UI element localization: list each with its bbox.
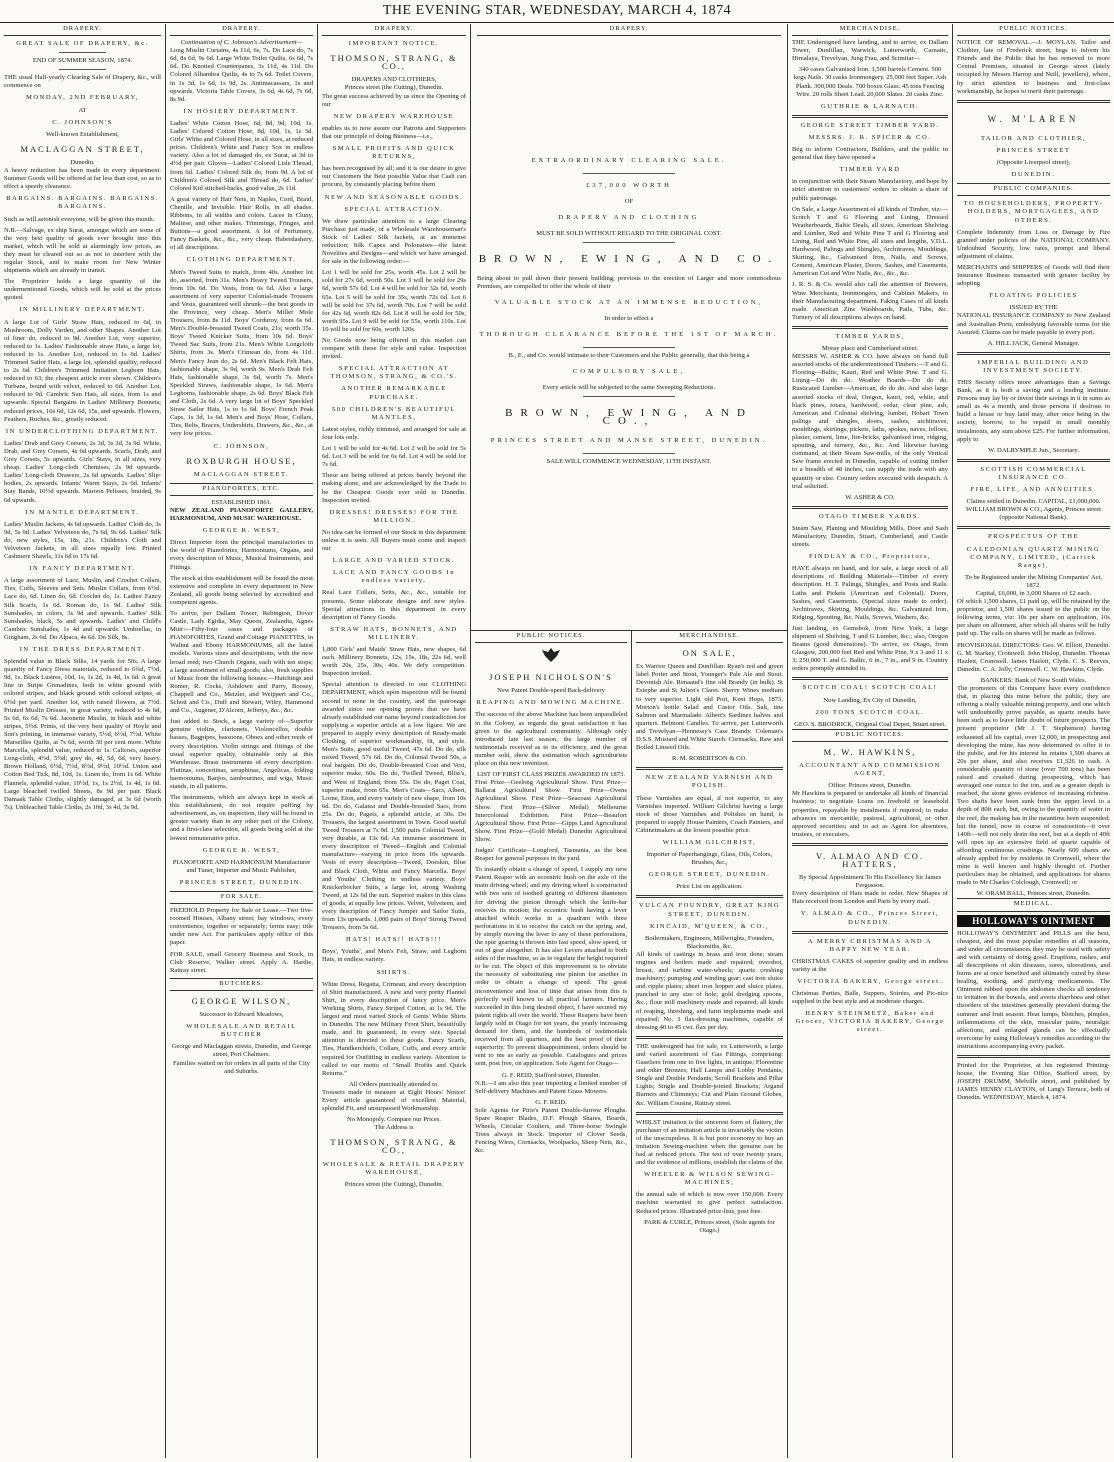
ad-line: Princes street (the Cutting), Dunedin. bbox=[344, 1180, 444, 1188]
ad-name: GUTHRIE & LARNACH. bbox=[821, 102, 919, 110]
ad-text: Sole Agents for Pirie's Patent Double-furrow Ploughs. Spare Reaper Blades, D.F. Plough Shares, Boards, Wheels, Circular Coulters, and Three-horse Swingle Trees always in Stock. Importer of Clover Seeds, Fencing Wires, Cornsacks, Woolpacks, Sheep Nets, &c., &c. bbox=[475, 1106, 627, 1155]
ad-text: HAVE always on hand, and for sale, a large stock of all descriptions of Building Materials—Timber of every description. H. T. Palings, Shingles, and Posts and Rails. Laths and Pickets (American and Colonial). Doors, Sashes, and Casements. (Special sizes made to order). Architraves, Skirting, Mouldings, &c. Galvanized Iron, Ridging, Spouting, &c. Nails, Screws, Washers, &c. bbox=[792, 565, 948, 621]
sale-heading: EXTRAORDINARY CLEARING SALE. bbox=[531, 157, 727, 164]
ad-text: Direct Importer from the principal manufactories in the world of Pianofortes, Harmoniums, Organs, and every description of Music, Musical Instruments, and Fittings. bbox=[170, 539, 313, 571]
ad-line: Moray place and Cumberland street. bbox=[821, 345, 919, 352]
divider bbox=[636, 1036, 783, 1039]
brown-ewing-clearing-sale bbox=[471, 24, 788, 630]
column-public-notices bbox=[953, 24, 1114, 1458]
ad-text: Boys', Youths', and Men's Felt, Straw, and Leghorn Hats, in endless variety. bbox=[322, 948, 466, 964]
ad-merchant: C. JOHNSON'S bbox=[52, 118, 113, 126]
ad-name: W. ASHER & CO. bbox=[845, 493, 895, 501]
ad-title: A MERRY CHRISTMAS AND A HAPPY NEW YEAR. bbox=[807, 937, 933, 953]
ad-line: SMALL PROFITS AND QUICK RETURNS, bbox=[332, 145, 456, 161]
ad-name: FINDLAY & CO., Proprietors, bbox=[808, 553, 932, 561]
section-text: Men's Tweed Suits to match, from 40s. Another lot do, assorted, from 31s. Men's Heavy Tweed Trousers, from 10s 6d. Do Vests, from 6s 6d. Also a large assortment of very superior Colonial-made Trousers and Vests, guaranteed well shrunk—the best goods in the Province, very cheap. Men's Miller Mole Trousers, from 8s 11d. Boys' Corduroy, from 6s 6d. Men's Double-breasted Tweed Coats, 21s; worth 35s. Boys' Tweed Knicker Suits, from 10s 6d. Boys' Tweed Sac Suits, from 21s. Men's White Longcloth Shirts, from 3s. Men's Crimean do, from 4s 11d. Men's Fancy Jean do, 2s 6d. Men's Black Felt Hats, fashionable shape, 3s 9d, worth 9s. Men's Drab Felt Hats, fashionable shape, 3s 6d, worth 7s. Men's Speckled Straws, fashionable shape, 1s 6d. Men's Leghorns, fashionable shape, 2s 6d. Boys' Black Felt and Cloth, 2s 6d. A very large lot of Boys' Speckled Straw Sailor Hats, 1s to 1s 6d. Boys' French Peak Caps, 1s 3d, 1s 6d. Men's and Boys' Hose, Collars, Ties, Belts, Braces, Undershirts, Drawers, &c., &c., at very low prices. bbox=[170, 268, 313, 438]
column-reaper bbox=[471, 630, 632, 1458]
ad-name: VICTORIA BAKERY, George street. bbox=[797, 978, 943, 985]
ad-line: DRAPERS AND CLOTHIERS, bbox=[351, 76, 437, 84]
ad-line: VALUABLE STOCK AT AN IMMENSE REDUCTION, bbox=[494, 299, 764, 306]
ad-text: No idea can be formed of our Stock in this department unless it is seen. All Buyers must come and inspect our bbox=[322, 528, 466, 553]
ad-text: Mr Hawkins is prepared to undertake all kinds of financial business; to negotiate Loans on freehold or leasehold properties, repayable by instalments if required; to make advances on mercantile, pastoral, agricultural, or other approved securities; and to act as Agent for absentees, trustees, or executors. bbox=[792, 790, 948, 838]
ad-text: FREEHOLD Property for Sale or Lease.—Two five-roomed Houses, Albany street; bay windows, every convenience, together or separately; terms easy; title under new Act. For particulars apply office of this paper. bbox=[170, 907, 313, 947]
ad-text: THIS Society offers more advantages than a Savings Bank, as it is both a saving and a lending institute. Persons may lay by or invest their savings in it in sums as small as 4s a month, and those persons if desirous to build a house or buy land may, after once being in the society, borrow, to be repaid in small monthly instalments, any sum above £25. For further information, apply to bbox=[957, 379, 1110, 443]
ad-line: G. F. REID. bbox=[535, 1098, 567, 1106]
ad-text: Real Lace Collars, Setts, &c., &c., suitable for presents. Some elaborate designs and new styles. Special attractions in this department in every description of Fancy Goods. bbox=[322, 589, 466, 621]
ad-line: REAPING AND MOWING MACHINE. bbox=[476, 699, 626, 707]
ad-line: The Address is bbox=[374, 1124, 414, 1132]
ad-text: N.B.—Salvage, ex ship Surat, amongst which are some of the very best quality of goods ever brought into this market, which will be sold at alarmingly low prices, as they must be cleared out so as not to interfere with the regular Stock, and to make room for New Winter shipments which are already in transit. bbox=[4, 226, 161, 275]
ad-text: Just landing, ex Gemsbok, from New York, a large shipment of Shelving, T and G Lumber, &c.; also, Oregon Beams (good dimensions). To arrive, ex Otago, from Glasgow, 200,000 feet Red and White Pine, 9 x 3 and 11 x 3; 250,000 T. and G. Baltic, 6 in., 7 in., and 9 in. Country orders promptly attended to. bbox=[792, 624, 948, 673]
sale-terms: MUST BE SOLD WITHOUT REGARD TO THE ORIGINAL COST. bbox=[536, 230, 722, 237]
divider bbox=[59, 52, 106, 53]
ad-line: BANKERS: Bank of New South Wales. bbox=[980, 676, 1087, 684]
ad-street: MACLAGGAN STREET, bbox=[20, 143, 145, 154]
ad-text: A great variety of Hair Nets, in Naples, Cord, Braid, Chenille, and Invisible. Hair Rolls, in all shades. Ribbons, in all widths and colors. Laces in Cluny, Maltese, and other makes. Trimmings, Fringes, and Buttons—a good assortment. A lot of Perfumery, Fancy Baskets, &c., &c., very cheap. Haberdashery, of all descriptions. bbox=[170, 195, 313, 252]
ad-line: To be Registered under the Mining Companies' Act, 1872. bbox=[965, 573, 1102, 589]
ad-text: has been recognised by all; and it is our desire to give our Customers the Best possible Value that Cash can procure, by constantly placing before them bbox=[322, 165, 466, 189]
ad-title: CALEDONIAN QUARTZ MINING COMPANY, LIMITED, (Carrick Range), bbox=[966, 545, 1101, 569]
column-merchandise-timber bbox=[788, 24, 953, 1458]
ad-name: W. DALRYMPLE Jun., Secretary. bbox=[988, 446, 1079, 454]
section-text: A large Lot of Girls' Straw Hats, reduced to 6d, in Mushroom, Dolly Varden, and other Shapes. Another Lot of finer do, reduced to 9d. Another Lot, very superior, reduced to 1s. Ladies' Fashionable straw Hats, a large lot, reduced to 1s. Another Lot, reduced to 1s 6d. Ladies' Trimmed Sailor Hats, a large lot, splendid quality, reduced to 2s 6d. Children's Trimmed Imitation Leghorn Hats, reduced to 63; the cheapest article ever shown. Children's Turbans, bound with velvet, reduced to 6d. Another Lot, reduced to 9d. Cambric Sun Hats, all sizes, from 1s and upwards. Special Bargains in Ladies' Millinery Bonnets; reduced prices, 10s 6d, 12s 6d, 15s, and upwards. Flowers, Feathers, Ruches, &c., greatly reduced. bbox=[4, 318, 161, 423]
firm-name: THOMSON, STRANG, & CO., bbox=[330, 53, 458, 72]
ad-line: B., E., and Co. would intimate to their Customers and the Public generally, that this being a bbox=[508, 352, 750, 359]
divider bbox=[583, 242, 674, 243]
ad-line: LARGE AND VARIED STOCK. bbox=[332, 557, 456, 565]
divider bbox=[957, 459, 1110, 462]
imprint: Printed for the Proprietor, at his registered Printing-house, the Evening Star Office, Stafford street, by JOSEPH DRUMM, Melville street, and published by JAMES HENRY CLAYTON, of Lang's Terrace, both of Dunedin. WEDNESDAY, March 4, 1874. bbox=[957, 1062, 1110, 1102]
section-heading: IN THE DRESS DEPARTMENT. bbox=[19, 646, 146, 653]
ad-text: THE Undersigned have landing, and to arrive, ex Dallam Tower, Dunfillan, Warwick, Lutterworth, Carnatic, Himalaya, Trevelyan, Jung Frau, and Scimitar— bbox=[792, 39, 948, 63]
ad-text: On Sale, a Large Assortment of all kinds of Timber, viz:—Scotch T and G Flooring and Lining, Dressed Weatherboards, Baltic Deals, all sizes, American Shelving and Lumber, Red and White Pine T and G Flooring and Lining, Red and White Pine, all sizes and lengths, V.D.L. Hardwood, Palings and Shingles, Architraves, Mouldings, Skirting, &c., Galvanised Iron, Nails, and Screws, Cement, American Plaster, Doors, Sashes, and Casements, American Cut and Wire Nails, &c., &c., &c. bbox=[792, 205, 948, 278]
ad-line: ACCOUNTANT AND COMMISSION AGENT, bbox=[799, 762, 941, 778]
ad-title: SCOTTISH COMMERCIAL INSURANCE CO. bbox=[980, 465, 1087, 481]
ad-line: SPECIAL ATTRACTION AT THOMSON, STRANG, & CO.'S. bbox=[330, 365, 458, 381]
ad-line: Well-known Establishment, bbox=[45, 130, 120, 138]
ad-line: Capital, £6,000, in 3,000 Shares of £2 each. bbox=[975, 589, 1092, 597]
ad-line: Office: Princes street, Dunedin. bbox=[828, 782, 912, 790]
divider bbox=[792, 931, 948, 934]
ad-name: GEO. S. BRODRICK, Original Coal Depot, Stuart street. bbox=[794, 720, 946, 728]
ad-text: The success of the above Machine has been unparalleled in the Colony, as regards the great satisfaction it has given to the agricultural community. Although only introduced late last season, the large number of testimonials received as to its efficiency, and the great number sold, show the estimation which agriculturists place on this new invention. bbox=[475, 711, 627, 768]
ad-text: in conjunction with their Steam Manufactory, and hope by strict attention to customers' orders to obtain a share of public patronage. bbox=[792, 178, 948, 202]
column-header: MERCHANDISE. bbox=[792, 24, 948, 36]
ad-line: Price List on application. bbox=[676, 883, 743, 891]
section-heading: IN FANCY DEPARTMENT. bbox=[29, 565, 136, 573]
ad-text: The Proprietor holds a large quantity of the undermentioned Goods, which will be sold at the prices quoted. bbox=[4, 278, 161, 302]
ad-name: V. ALMAO & CO., Princes Street, DUNEDIN. bbox=[800, 910, 940, 926]
ad-text: Ex Warrior Queen and Dunfillan: Ryan's red and green label Porter and Stout, Younger's Pale Ale and Stout. Devonish Ale. Renaaud's fine old Brandy (in bulk). St Estephe and St Julien's Claret. Sherry Wines medium to very superior. Light old Port, Kent Hops, 1873. Morton's bottle Salad and Castor Oils. Salt, tins Salmon and Marmalade. Albert's Sardines halves and quarters. Belmont Candles. To arrive, per Lutterworth and Trevelyan—Hennessy's Case Brandy. Coleman's D.S.S. Mustard and White Starch. Cornsacks, Raw and Boiled Linseed Oils. bbox=[636, 663, 783, 752]
ad-text: FOR SALE, small Grocery Business and Stock, in Club Reserve, Walker street. Apply A. Hardie, Rattray street. bbox=[170, 950, 313, 974]
ad-line: DUNEDIN. bbox=[1011, 171, 1056, 179]
spacer bbox=[477, 39, 781, 149]
section-header: PUBLIC NOTICES. bbox=[792, 729, 948, 742]
ad-line: By Special Appointment To His Excellency Sir James Fergusson. bbox=[798, 874, 942, 890]
ad-text: Long Muslin Curtains, 4s 11d, 6s, 7s. Do Lace do, 7s 6d, 8s 6d, 9s 6d. Large White Toilet Quilts, 6s 6d, 7s 6d. Do Knotted Counterpanes, 3s 11d, 4s 11d. Do Colored Alhambra Quilts, 4s to 7s 6d. Toilet Covers, in 1s 3d, 1s 6d, 1s 9d, 2s. Antimacassars, 1s and upwards. Victoria Table Covers, 3s 6d, 4s 6d, 7s 6d, 8s 9d. bbox=[170, 47, 313, 103]
firm-name: BROWN, EWING, AND CO., bbox=[505, 407, 753, 427]
ad-line: PRINCES STREET bbox=[996, 146, 1071, 154]
ad-text: Steam Saw, Planing and Moulding Mills, Door and Sash Manufactory, Dunedin, Stuart, Cumberland, and Castle streets. bbox=[792, 524, 948, 549]
ad-line: NEW DRAPERY WAREHOUSE bbox=[333, 112, 455, 120]
ad-text: Latest styles, richly trimmed, and arranged for sale at four lots only. bbox=[322, 425, 466, 441]
ad-text: The instruments, which are always kept in stock at this establishment, do not require puffing by advertisement, as, on inspection, they will be found in greater variety than in any other part of the Colony, and a first-class selection, all goods being sold at the lowest remunerative price. bbox=[170, 794, 313, 842]
ad-date: MONDAY, 2ND FEBRUARY, bbox=[25, 94, 140, 102]
ad-line: G. F. REID, Stafford street, Dunedin. bbox=[501, 1071, 601, 1079]
prize-list: First Prize—Geelong Agricultural Show. First Prize—Ballarat Agricultural Show. First Prize—Ovens Agricultural Show. First Prize—Seacoast Agricultural Show. First Prize—(Silver Medal) Melbourne Intercolonial Exhibition. First Prize—Beaufort Agricultural Show. First Prize—Gipps Land Agricultural Show. First Prize—(Gold Medal) Dunedin Agricultural Show. bbox=[475, 779, 627, 843]
divider bbox=[957, 352, 1110, 355]
ad-text: HOLLOWAY'S OINTMENT and PILLS are the best, cheapest, and the most popular remedies at all seasons, and under all circumstances they may be used with safety and with certainty of doing good. Eruptions, rashes, and all descriptions of skin diseases, sores, ulcerations, and burns are at once benefited and ultimately cured by these healing, soothing, and purifying medicaments. The Ointment rubbed upon the abdomen checks all tendency to irritation in the bowels, and averts diarrhoea and other disorders of the intestines generally prevalent during the summer and fruit season. Heat lumps, blotches, pimples, inflammations of the skin, muscular pains, neuralgic affections, and enlarged glands can be effectually overcome by using Holloway's remedies according to the instructions accompanying every packet. bbox=[957, 929, 1110, 1050]
ad-line: SPECIAL ATTRACTION. bbox=[344, 205, 444, 213]
divider bbox=[792, 506, 948, 509]
ad-line: (Opposite Liverpool street), bbox=[996, 159, 1071, 167]
ad-text: THE undersigned has for sale, ex Lutterworth, a large and varied assortment of Gas Fittings, comprising: Gaseliers from one to five lights, in antique; Florentine and other Bronzes; Hall Lamps and Lobby Pendants; Single and Double Pendants; Scroll Brackets and Pillar Lights; Single and Double-jointed Brackets; Argand Burners and Chimneys; Cut and Plain Ground Globes, &c. William Cousins, Rattray street. bbox=[636, 1042, 783, 1107]
ad-line: Princes street (the Cutting), Dunedin. bbox=[344, 84, 444, 92]
ad-name: PARK & CURLE, Princes street, (Sole agents for Otago.) bbox=[644, 1218, 775, 1234]
divider bbox=[957, 526, 1110, 529]
ad-line: TAILOR AND CLOTHIER, bbox=[980, 134, 1087, 142]
section-heading: CLOTHING DEPARTMENT. bbox=[186, 256, 297, 264]
firm-name: THOMSON, STRANG, & CO., bbox=[330, 1137, 458, 1156]
section-heading: IN MILLINERY DEPARTMENT. bbox=[19, 306, 146, 314]
ad-line: PIANOFORTE AND HARMONIUM Manufacturer and Tuner, Importer and Music Publisher, bbox=[172, 858, 311, 874]
ad-line: WHOLESALE AND RETAIL BUTCHER bbox=[186, 1023, 297, 1039]
section-header: MEDICAL. bbox=[957, 898, 1110, 911]
ad-bargains: BARGAINS. BARGAINS. BARGAINS. BARGAINS. bbox=[6, 195, 159, 211]
divider bbox=[957, 100, 1110, 103]
ad-line: Boilermakers, Engineers, Millwrights, Founders, Blacksmiths, &c. bbox=[644, 934, 775, 950]
column-header: MERCHANDISE. bbox=[636, 631, 783, 643]
holloway-banner: HOLLOWAY'S OINTMENT bbox=[957, 915, 1110, 927]
ad-line: STRAW HATS, BONNETS, AND MILLINERY. bbox=[330, 625, 458, 641]
ad-text: Being about to pull down their present building, previous to the erection of Larger and more commodious Premises, are compelled to offer the whole of their bbox=[477, 275, 781, 290]
section-header: BUTCHERS. bbox=[170, 978, 313, 991]
column-header: PUBLIC NOTICES. bbox=[957, 24, 1110, 36]
section-text: Ladies' Drab and Grey Corsets, 2s 3d, 3s 3d, 3s 9d. White, Drab, and Grey Corsets, 4s 6d upwards. Scarfs, Drab, and Grey Corsets, 5s upwards. Girls' Stays, in all sizes, very cheap. Ladies' Long-cloth Chemises, 2s 9d upwards. Ladies' Long-cloth Drawers, 2s 6d upwards. Ladies' Slip-bodies, 2s upwards. Infants' Warm Stays, 2s 6d. Infants' Stay Bands, 10½d upwards. Maroon Pelisses, braided, 9s 6d upwards. bbox=[4, 439, 161, 504]
ad-title: NEW ZEALAND PIANOFORTE GALLERY, HARMONIUM, AND MUSIC WAREHOUSE. bbox=[170, 506, 313, 523]
ad-text: the annual sale of which is now over 150,000. Every machine warranted to give perfect satisfaction. Reduced prices. Illustrated price-lists, post free. bbox=[636, 1191, 783, 1215]
ad-line: FLOATING POLICIES bbox=[989, 292, 1078, 300]
column-header: DRAPERY. bbox=[322, 24, 466, 36]
ad-text: These Varnishes are equal, if not superior, to any Varnishes imported. William Gilchrist having a large stock of those Varnishes and Polishes on hand, is prepared to supply House Painters, Coach Painters, and Cabinetmakers at the lowest possible price. bbox=[636, 794, 783, 834]
section-header: PIANOFORTES, ETC. bbox=[170, 483, 313, 496]
ad-title: 200 TONS SCOTCH COAL. bbox=[815, 708, 925, 716]
ad-text: N.B.—I am also this year importing a limited number of Self-delivery Machines and Patent Grass Mowers. bbox=[475, 1079, 627, 1095]
crest-icon bbox=[475, 646, 627, 667]
ad-line: ISSUED BY THE bbox=[1009, 304, 1058, 312]
ad-title: SCOTCH COAL! SCOTCH COAL! bbox=[802, 684, 938, 692]
column-header: DRAPERY. bbox=[477, 24, 781, 36]
ad-line: Claims settled in Dunedin. CAPITAL, £1,000,000. bbox=[966, 498, 1101, 506]
ad-text: White Dress, Regatta, Crimean, and every description of Shirt manufactured. A new and very pretty Flannel Shirt, in every description of fancy price. Men's Working Shirts, Fancy Striped Cotton, at 1s 9d. The largest and most varied Stock of Gents' White Shirts in Dunedin. The new Military Front Shirt, beautifully made, and fit guaranteed, in every size. Special attention is directed to these goods. Fancy Scarfs, Ties, Handkerchiefs, Collars, Cuffs, and every article required for Outfitting in endless variety. Attention is called to our motto of "Small Profits and Quick Returns." bbox=[322, 980, 466, 1077]
section-text: Splendid value in Black Silks, 14 yards for 50s. A large quantity of Fancy Dress materials, reduced to 6¾d, 7½d, 9d, 1s. Black Lustres, 10d, 1s, 1s 2d, 1s 4d, 1s 6d. A great line in Stripe Grenadines, both in white ground with colored stripes, and black ground with colored stripes, at 6½d per yard. Another lot, with raised flowers, at 7½d. Printed Muslin Dresses, in great variety, reduced to 4s 6d, 5s 6d, 6s 6d, 7s 6d. Jaconette Muslin, in black and white stripes, 5½d. Prints, of the very best quality of Hoyle and Son's printing, in immense variety, 5½d, 6½d, 7½d. White Marseilles Quilts, at 7s 6d, worth 30 per cent more. White Marcella, splendid value, reduced to 1s. Calicoes, superior Long-cloth, 4½d, 5½d; grey do, 4d, 5d, 6d, very heavy. Brown Holland, 6½d, 7½d, 8½d, 9½d, 10½d. Union and Cotton Bed Tick, 8d, 10d, 1s. Linen do, from 1s 6d. White Flannels, splendid value, 10½d, 1s, 1s 2½d, 1s 4d, 1s 6d. Large bleached twilled Sheets, 8s 9d per pair. Black Damask Table Cloths, slightly damaged, at 3s 6d (worth 7s). Unbleached Table Cloths, 2s 10d, 3s 4d, 3s 9d. bbox=[4, 658, 161, 811]
ad-at: AT bbox=[78, 106, 87, 114]
section-text: Ladies' Muslin Jackets, 4s 6d upwards. Ladies' Cloth do, 3s 9d, 5s 9d. Ladies' Velveteen do, 7s 6d, 9s 6d. Ladies' Silk do, new styles, 15s, 18s, 21s. Children's Cloth and Velveteen Jackets, in all sizes equally low. Printed Cashmere Shawls, 11s 6d to 17s 6d. bbox=[4, 520, 161, 561]
ad-line: SHIRTS. bbox=[376, 968, 412, 976]
ad-line: HATS! HATS!! HATS!!! bbox=[346, 936, 442, 944]
lot-list: Lot 1 will be sold for 4s 6d. Lot 2 will be sold for 5s 6d. Lot 3 will be sold for 6s 6d. Lot 4 will be sold for 7s 6d. bbox=[322, 445, 466, 469]
section-heading: IN MANTLE DEPARTMENT. bbox=[25, 508, 140, 516]
ad-text: Trousers made to measure at Eight Hours' Notice! Every article guaranteed of excellent Material, splendid Fit, and unsurpassed Workmanship. bbox=[322, 1088, 466, 1113]
divider bbox=[583, 347, 674, 348]
ad-name: JOSEPH NICHOLSON'S bbox=[489, 672, 613, 683]
ad-address: GEORGE STREET, DUNEDIN. bbox=[648, 871, 771, 879]
notice-title: IMPORTANT NOTICE. bbox=[348, 40, 440, 48]
ad-line: WHOLESALE & RETAIL DRAPERY WAREHOUSE, bbox=[322, 1160, 466, 1176]
divider bbox=[636, 895, 783, 898]
ad-name: W. M'LAREN bbox=[987, 113, 1080, 124]
sale-amount: £37,000 WORTH bbox=[586, 182, 672, 189]
ad-text: WHILST imitation is the sincerest form of flattery, the purchaser of an imitation article is invariably the victim of the unscrupulous. It is but poor economy to buy an imitation Sewing-machine when the genuine can be had at reduced prices. The test of over twenty years, and the evidence of millions, establish the claims of the bbox=[636, 1118, 783, 1167]
divider bbox=[636, 767, 783, 770]
ad-text: Beg to inform Contractors, Builders, and the public in general that they have opened a bbox=[792, 146, 948, 162]
signature: ROXBURGH HOUSE, bbox=[186, 455, 297, 466]
ad-line: ANOTHER REMARKABLE PURCHASE. bbox=[341, 385, 447, 401]
ad-text: Just added to Stock, a large variety of—Superior genuine violins, clarionets, Violoncellos, double basses, Bagpipes, bassoons, Oboes and other reeds of every description. Violin strings and fittings of the usual superior quality, obtainable only at this Warehouse. Brass instruments of every description. Flutinas, concertinas, seraphinas, Angelicas, folding harmoniums, Banjos, tambourines, and wigs, Music stands, in all patterns. bbox=[170, 718, 313, 790]
masthead: THE EVENING STAR, WEDNESDAY, MARCH 4, 1874 bbox=[0, 0, 1114, 23]
ad-text: These are being offered at prices barely beyond the making alone, and are acknowledged by the Trade to be the Cheapest Goods ever sold in Dunedin. Inspection invited. bbox=[322, 472, 466, 504]
section-heading: IN UNDERCLOTHING DEPARTMENT. bbox=[5, 427, 160, 435]
ad-text: CHRISTMAS CAKES of superior quality and in endless variety at the bbox=[792, 957, 948, 973]
continuation-note: Continuation of C. Johnson's Advertisement— bbox=[180, 39, 303, 47]
ad-text: All kinds of castings in brass and iron done; steam engines and boilers made and repaired; overshot, breast, and turbine water-wheels; quartz crushing machinery; pumping and winding gear; cast iron sluice and ripple plates; sheet iron hopper and sluice plates, punched to any size of hole; gold dredging spoons, &c.; flour mill machinery made and repaired; all kinds of reaping, threshing, and farm implements made and repaired; No. 3 flax-dressing machines, capable of dressing 40 to 45 cwt. flax per day. bbox=[636, 950, 783, 1031]
ad-line: COMPULSORY SALE, bbox=[572, 368, 686, 375]
ad-text: The stock at this establishment will be found the most extensive and complete in every department in New Zealand, all goods being selected by accredited and competent agents. bbox=[170, 574, 313, 606]
ad-line: FIRE, LIFE, AND ANNUITIES. bbox=[970, 486, 1097, 494]
ad-title: GREAT SALE OF DRAPERY, &c. bbox=[16, 40, 149, 48]
ad-line: In order to effect a bbox=[604, 315, 654, 322]
ad-line: Successor to Edward Meadows, bbox=[199, 1011, 284, 1019]
ad-text: Judges' Certificate—Longford, Tasmania, as the best Reaper for general purposes in the yard. bbox=[475, 846, 627, 863]
ad-address: PRINCES STREET, DUNEDIN. bbox=[179, 878, 304, 886]
ad-text: 1,800 Girls' and Maids' Straw Hats, new shapes, 6d each. Millinery Bonnets, 12s, 15s, 18s, 22s 6d, well worth 20s, 25s, 30s, 40s. We defy competition. Inspection invited. bbox=[322, 646, 466, 678]
ad-line: New Patent Double-speed Back-delivery bbox=[497, 687, 605, 695]
ad-name: MESSRS. J. R. SPICER & CO. bbox=[808, 133, 932, 141]
ad-city: Dunedin. bbox=[70, 158, 95, 166]
lot-list: Lot 1 will be sold for 25s, worth 45s. Lot 2 will be sold for 27s 6d, worth 50s. Lot 3 will be sold for 29s 6d, worth 57s 6d. Lot 4 will be sold for 32s 6d, worth 65s. Lot 5 will be sold for 35s, worth 72s 6d. Lot 6 will be sold for 37s 6d, worth 70s. Lot 7 will be sold for 42s 6d, worth 82s 6d. Lot 8 will be sold for 50s, worth 95s. Lot 9 will be sold for 55s, worth 110s. Lot 10 will be sold for 60s, worth 120s. bbox=[322, 269, 466, 333]
ad-line: LACE AND FANCY GOODS In endless variety. bbox=[332, 569, 456, 585]
ad-text: THE usual Half-yearly Clearing Sale of Drapery, &c., will commence on bbox=[4, 74, 161, 90]
ad-title: WHEELER & WILSON SEWING-MACHINES, bbox=[644, 1171, 775, 1187]
signature: C. JOHNSON, bbox=[213, 442, 270, 450]
ad-line: All Orders punctually attended to. bbox=[349, 1080, 439, 1088]
ad-text: Such as will astonish everyone, will be given this month. bbox=[4, 215, 155, 223]
ad-text: Every description of Hats made to order. New Shapes of Hats received from London and Paris by every mail. bbox=[792, 890, 948, 906]
ad-name: WILLIAM GILCHRIST, bbox=[662, 838, 757, 846]
ad-name: R. M. ROBERTSON & CO. bbox=[672, 755, 747, 763]
column-header: PUBLIC NOTICES. bbox=[475, 631, 627, 643]
ad-line: Importer of Paperhangings, Glass, Oils, Colors, Brushes, &c., bbox=[646, 851, 773, 867]
section-header: PUBLIC COMPANIES. bbox=[957, 183, 1110, 196]
divider bbox=[636, 1112, 783, 1115]
ad-text: Complete Indemnity from Loss or Damage by Fire granted under policies of the NATIONAL COMPANY. Undoubted Security, low rates, prompt and liberal adjustment of claims. bbox=[957, 228, 1110, 260]
ad-name: KINCAID, M'QUEEN, & CO., bbox=[649, 922, 770, 930]
ad-title: TIMBER YARDS, bbox=[835, 332, 905, 340]
ad-name: HENRY STEINMETZ, Baker and Grocer, VICTORIA BAKERY, George street. bbox=[795, 1010, 945, 1034]
ad-text: A heavy reduction has been made in every department. Summer Goods will be offered at far less than cost, so as to effect a speedy clearance. bbox=[4, 167, 161, 191]
goods-list: 340 cases Galvanised Iron. 1,500 barrels Cement. 500 kegs Nails. 30 casks Ironmongery. 25,000 feet Super. Ash Plank. 300,000 Deals. 700 boxes Glass. 45 tons Fencing Wire. 20 rolls Sheet Lead. 20,000 Slates. 20 casks Zinc. bbox=[793, 66, 947, 98]
ad-text: Special attention is directed to our CLOTHING DEPARTMENT, which upon inspection will be found second to none in the country, and the patronage awarded since our opening proves that we have already established our name beyond contradiction for supplying a superior article at a low figure. We are prepared to supply every description of Ready-made Clothing, of superior workmanship, fit, and style. Men's Suits, good useful Tweed, 47s 6d. Do do, silk mixed Tweed, 57s 6d. Do do, Colonial Tweed 50s, a real bargain. Do do, Double-breasted Coat and Vest, superior make, 60s. Do do, Twilled Tweed, Bliss's, and West of England, from 55s. Do do, Paget Coat, superior make, from 65s. Men's Coats—Sacs, Albert, Lorne, Eton, and every variety of new shape, from 10s 6d. Do do, Galatea and Double-breasted Sacs, from 25s. Do do, Pagets, a splendid article, at 30s. Do Trousers, the largest assortment in Town. Good useful Tweed Trousers at 7s 9d. 1,500 pairs Colonial Tweed, very durable, at 13s 6d. An immense assortment in every description of Tweed—English and Colonial manufacture—varying in price from 10s upwards. Vests of every description—Tweed, Doeskin, Blue and Black Cloth, White and Fancy Marcella. Boys' and Youths' Clothing in endless variety. Boys' Knickerbocker Suits, a large lot, strong Washing Tweed, at 12s 6d the suit. Superior makes in this class of goods, at equally low prices. Velvet, Velveteen, and every description of Fancy Jumper and Sailor Suits, from 13s upwards. 1,000 pairs of Boys' Strong Tweed Trousers, from 5s 6d. bbox=[322, 681, 466, 932]
ad-title: VULCAN FOUNDRY, GREAT KING STREET, DUNEDIN. bbox=[638, 902, 781, 918]
ad-text: The great success achieved by us since the Opening of our bbox=[322, 92, 466, 108]
ad-line: TIMBER YARD bbox=[839, 166, 901, 174]
column-merchandise bbox=[632, 630, 788, 1458]
ad-text: No Goods now being offered in this market can compare with these for style and value. Inspection invited. bbox=[322, 337, 466, 361]
ad-line: No Monopoly. Compare our Prices. bbox=[346, 1116, 442, 1124]
divider bbox=[792, 843, 948, 846]
column-drapery-continued bbox=[166, 24, 318, 1458]
section-header: FOR SALE. bbox=[170, 891, 313, 904]
divider bbox=[957, 1055, 1110, 1058]
ad-text: Of which 1,500 shares, £1 paid up, will be retained by the proprietor, and 1,500 shares issued to the public on the following terms, viz: 10s per share on application, 10s per share on allotment, after which all shares will be fully paid up. The calls on shares will be made as follows. bbox=[957, 598, 1110, 638]
divider bbox=[583, 396, 674, 397]
ad-name: GEORGE R. WEST, bbox=[202, 527, 281, 535]
ad-text: MERCHANTS and SHIPPERS of Goods will find their Insurance Business transacted with greater facility by adopting bbox=[957, 263, 1110, 288]
section-text: Ladies' White Cotton Hose, 6d, 8d, 9d, 10d, 1s. Ladies' Colored Cotton Hose, 8d, 10d, 1s, 1s 3d. Girls' White and Colored Hose, in all sizes, at reduced prices. Children's White and Fancy Sox in endless variety. Also a lot of damaged do, ex Surat, at 3d to 4½d per pair. Gloves—Ladies' Colored Lisle Thread, from 6d. Ladies' Colored Silk do, from 9d. A lot of Children's Colored Silk and Thread do, 6d. Ladies' Colored Kid stitched-backs, good value, 2s 11d. bbox=[170, 119, 313, 192]
ad-subtitle: END OF SUMMER SEASON, 1874. bbox=[32, 57, 133, 65]
ad-name: GEORGE R. WEST, bbox=[202, 846, 281, 854]
ad-line: George and Maclaggan streets, Dunedin, and George street, Port Chalmers. bbox=[171, 1043, 312, 1059]
divider bbox=[792, 677, 948, 680]
column-header: DRAPERY. bbox=[170, 24, 313, 36]
ad-name: M. W. HAWKINS, bbox=[823, 746, 917, 757]
ad-title: GEORGE STREET TIMBER YARD. bbox=[800, 121, 940, 129]
sale-goods: DRAPERY AND CLOTHING bbox=[558, 214, 700, 221]
ad-line: Families waited on for orders in all parts of the City and Suburbs. bbox=[173, 1059, 310, 1075]
ad-title: OTAGO TIMBER YARDS. bbox=[818, 512, 922, 520]
divider bbox=[583, 453, 674, 454]
ad-line: 500 CHILDREN'S BEAUTIFUL MANTLES, bbox=[331, 405, 456, 421]
ad-line: Now Landing, Ex City of Dunedin, bbox=[823, 696, 917, 704]
established: ESTABLISHED 1861. bbox=[211, 498, 272, 506]
ad-name: GEORGE WILSON, bbox=[191, 995, 292, 1006]
ad-name: A. HILL JACK, General Manager. bbox=[987, 339, 1080, 347]
ad-text: NOTICE OF REMOVAL.—J. MOYLAN, Tailor and Clothier, late of Frederick street, begs to inform his Friends and the Public that he has removed to more Central Premises, situated in George street (lately occupied by Messrs Harrop and Neill, jewellers), where, by strict attention to business and first-class workmanship, he hopes to merit their patronage. bbox=[957, 39, 1110, 95]
column-header: DRAPERY. bbox=[4, 24, 161, 36]
ad-text: NATIONAL INSURANCE COMPANY to New Zealand and Australian Ports, embodying favorable terms for the Assured. Claims can be made payable in every port. bbox=[957, 312, 1110, 336]
section-heading: IN HOSIERY DEPARTMENT. bbox=[183, 107, 300, 115]
ad-text: Christmas Parties, Balls, Suppers, Soirées, and Pic-nics supplied in the best style and at moderate charges. bbox=[792, 990, 948, 1006]
divider bbox=[583, 173, 674, 174]
ad-text: PROVISIONAL DIRECTORS: Geo. W. Elliott, Dunedin. G. M. Starkey, Cromwell. John Hislop, Dunedin. Thomas Hazlett, Cromwell. James Hazlett, Clyde. C. S. Reeves, Dunedin. C. A. Jolly, Cromwell. C. W. Hawkins, Clyde. bbox=[957, 641, 1110, 673]
ad-text: We draw particular attention to a large Clearing Purchase just made, of a Wholesale Warehouseman's Stock of Ladies' Silk Jackets, at an immense reduction; Silk Capes and Polonaises—the latest Novelties and Designs—and which we have arranged for sale in the following order:— bbox=[322, 217, 466, 266]
ad-line: Every article will be subjected to the same Sweeping Reductions. bbox=[542, 384, 716, 391]
ad-name: WILLIAM BROWN & CO., Agents, Princes street (opposite National Bank). bbox=[966, 506, 1101, 522]
ad-line: NEW AND SEASONABLE GOODS. bbox=[324, 193, 464, 201]
ad-title: ON SALE, bbox=[682, 648, 737, 659]
ad-name: V. ALMAO AND CO. HATTERS, bbox=[815, 850, 925, 869]
ad-text: J. R. S. & Co. would also call the attention of Brewers, Wine Merchants, Ironmongers, and Cabinet Makers, to their Manufacturing department. Faking Cases of all kinds made. American Zinc Washboards, Pails, Tubs, &c. Turnery of all descriptions always on hand. bbox=[792, 281, 948, 321]
column-thomson-strang bbox=[318, 24, 471, 1458]
ad-title: NEW ZEALAND VARNISH AND POLISH. bbox=[645, 774, 774, 790]
signature: MACLAGGAN STREET. bbox=[193, 470, 290, 478]
ad-date: SALE WILL COMMENCE WEDNESDAY, 11TH INSTANT. bbox=[546, 458, 712, 465]
divider bbox=[792, 115, 948, 118]
ad-text: To instantly obtain a change of speed, I supply my new Patent Reaper with an eccentric bush on the axle of the main driving wheel; and my driving wheel is constructed with two sets of toothed gearing of different diameters for driving the pinion through which the knife-bar receives its motion; the eccentric bush having a lever attached which works in a quadrant with three perforations in it to receive the catch on the spring, and, by simply moving the lever to any of these perforations, the spur gearing is thrown into fast speed, slow speed, or out of gear altogether. It has also Levers attached to both sides of the machine, so as to regulate the height required to be cut. The object of this improvement is to obviate the necessity of substituting one pinion for another in order to obtain a change of speed. The great inconvenience and loss of time that arises from this is perfectly well known to all practical farmers. Having succeeded in this long desired object, I have secured my patent rights all over the world. These Reapers have been largely sold in Otago for ten years, the yearly increasing demand for them, and the hundreds of testimonials received from all quarters, and the best proof of their superiority. To prevent disappointment, orders should be sent to me as early as possible. Catalogues and prices sent, post free, on application. Sole Agent for Otago— bbox=[475, 866, 627, 1068]
ad-line: THOROUGH CLEARANCE BEFORE THE 1ST OF MARCH. bbox=[479, 331, 779, 338]
ad-text: enables us to now assure our Patrons and Supporters that our principle of doing Business—i.e., bbox=[322, 124, 466, 140]
ad-text: MESSRS W. ASHER & CO. have always on hand full assorted stocks of the undermentioned Timbers:—T and G. Flooring—Baltic, Kauri, Red and White Pine. T and G. Lining—Do do do. Weather Boards—Do do do. Rusticated Lumber—American, do do do. And also large assorted stocks of deal, Oregon, kauri, red, white, and black pines, totara, hardwood, cedar, clear pine, ash, American and Colonial shelving, lumber, Hobart Town palings and shingles, doors, sashes, architraves, mouldings, skirtings, pickets, laths, spokes, naves, felloes, plaster, cement, lime, fire-bricks, galvanised iron, ridging, spouting, and turnery, &c., &c. And likewise having command, at their Steam Saw-mills, of the only Vertical Saw frame erected in Dunedin, capable of cutting timber to a breadth of 48 inches, can supply the trade with any quantity or size. Country orders executed with despatch. A trial solicited. bbox=[792, 353, 948, 490]
ad-text: To arrive, per Dallam Tower, Rebington, Dover Castle, Lady Egidia, May Queen, Zealandia, Agnes Muir:—Fifty-four cases and packages of PIANOFORTES, Grand and Cottage PIANETTES, in Walnut and Ebony HARMONIUMS, all the latest models. Various sizes and descriptions, with the new broad reed; two Church Organs, each with ten stops; a large assortment of small goods; also, fresh supplies of Music from the following houses:—Hutchings and Romer, R. Cocks, Ashdown and Parry, Boosey, Chappell and Co., Metzler, and Weippert and Co., Schott and Co., Duff and Stewart, Wiley, Hammond and Co., Augener, D'Alcorn, Jefferys, &c., &c. bbox=[170, 610, 313, 715]
divider bbox=[59, 69, 106, 70]
ad-text: The promoters of this Company have every confidence that, in placing this mine before the public, they are offering a really valuable mining property, and one which will undoubtedly prove payable, as quartz results have been such as to leave little doubt of future prospects. The present proprietor (Mr J. T. Stephenson) having exhausted all his capital, over 12,000, in prospecting and developing the mine, has now determined to offer it to the public, and for his interest he retains 1,500 shares at 20s per share, and also receives £1,326 in cash. A considerable quantity of stone (over 700 tons) has been raised and crushed during prospecting, which has averaged one ounce to the ton, and as a greater depth is reached, the stone gives evidence of increasing richness. Two shafts have been sunk from the upper level to a depth of 80ft each, but, owing to the quantity of water in the reef, the making has in the meantime been suspended; but the tunnel, now in course of construction—it over 140ft—will not only drain the reef, but at a depth of 40ft will open up an extensive field of quartz capable of affording continuous crushings. Nearly 600 shares are already applied for by residents in Cromwell, where the mine is well known and highly thought of. Further particulars may be obtained, and applications for shares made to Mr Charles Colclough, Cromwell; or bbox=[957, 685, 1110, 887]
ad-line: LIST OF FIRST CLASS PRIZES AWARDED IN 1873. bbox=[477, 771, 625, 779]
ad-title: PROSPECTUS OF THE bbox=[988, 533, 1079, 541]
section-text: A large assortment of Lace, Muslin, and Crochet Collars, Ties, Cuffs, Sleeves and Sets. Muslin Collars, from 6½d. Lace do, 6d. Linen do, 6d. Crochet do, 1s. Ladies' Fancy Silk Scarfs, 1s 6d. Roman do, 1s 9d. Ladies' Silk Sunshades, in colors, 3s 9d and upwards. Ladies' Silk Sunshades, black, 5s and upwards. Ladies' and Child's Cambric Sunshades, 1s 4d and upwards. Umbrellas, in Gingham, 2s 6d. Do Alpaca, 4s 6d. Do Silk, 8s. bbox=[4, 577, 161, 641]
ad-line: DRESSES! DRESSES! FOR THE MILLION. bbox=[329, 508, 459, 524]
column-drapery-johnson bbox=[0, 24, 166, 1458]
ad-address: PRINCES STREET AND MANSE STREET, DUNEDIN. bbox=[490, 437, 768, 444]
ad-title: IMPERIAL BUILDING AND INVESTMENT SOCIETY. bbox=[977, 358, 1090, 374]
firm-name: BROWN, EWING, AND CO. bbox=[478, 253, 780, 265]
sale-of: OF bbox=[624, 198, 634, 205]
ad-title: TO HOUSEHOLDERS, PROPERTY-HOLDERS, MORTGAGEES, AND OTHERS. bbox=[963, 200, 1104, 224]
divider bbox=[792, 326, 948, 329]
ad-name: W. ORAM BALL, Princes street, Dunedin. bbox=[976, 890, 1091, 898]
